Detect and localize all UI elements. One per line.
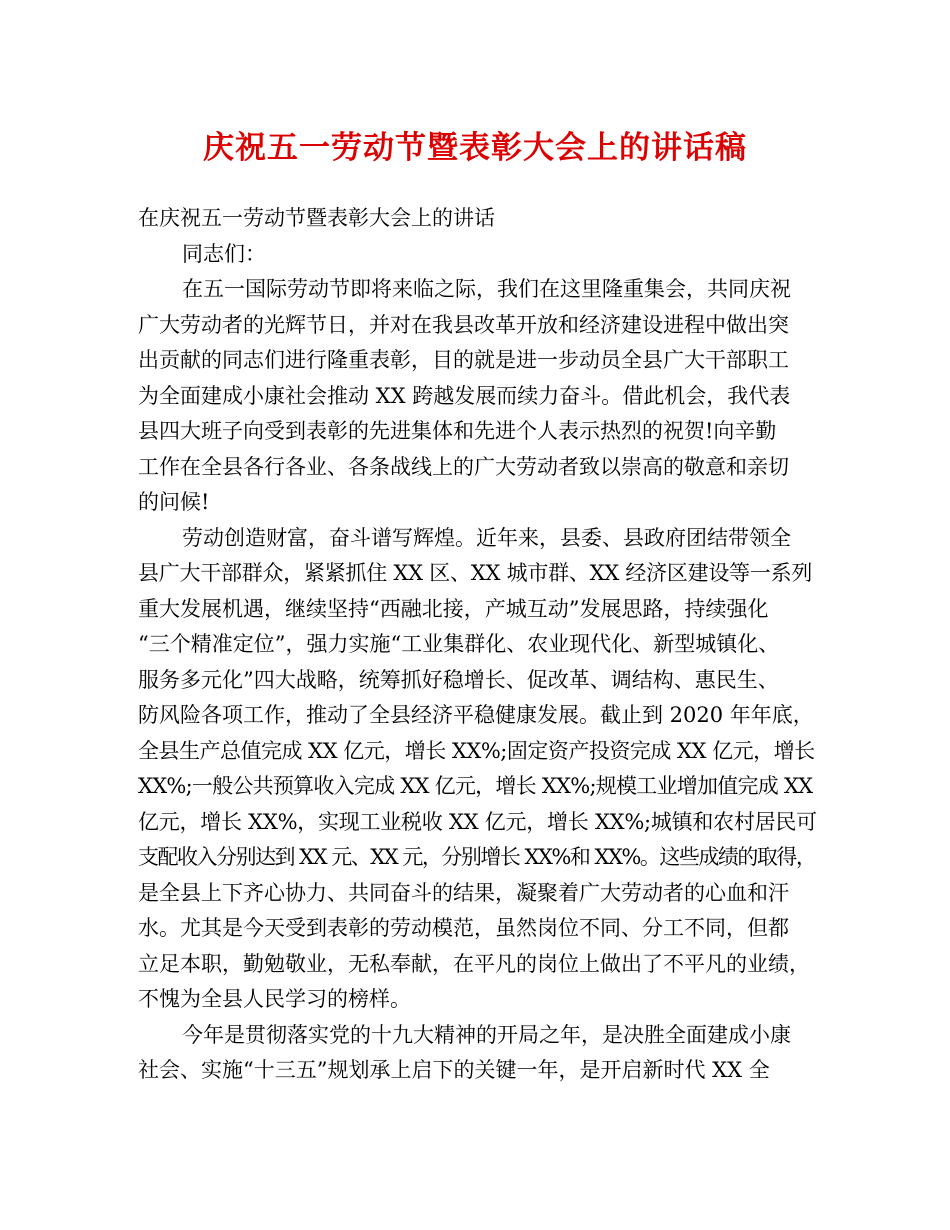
body-line: 县四大班子向受到表彰的先进集体和先进个人表示热烈的祝贺!向辛勤 xyxy=(138,419,777,443)
body-line: 全县生产总值完成 XX 亿元，增长 XX%;固定资产投资完成 XX 亿元，增长 xyxy=(138,738,815,763)
body-line: 水。尤其是今天受到表彰的劳动模范，虽然岗位不同、分工不同，但都 xyxy=(138,916,789,940)
document-title: 庆祝五一劳动节暨表彰大会上的讲话稿 xyxy=(203,130,747,166)
body-line: 是全县上下齐心协力、共同奋斗的结果，凝聚着广大劳动者的心血和汗 xyxy=(138,880,789,905)
body-line: 服务多元化”四大战略，统筹抓好稳增长、促改革、调结构、惠民生、 xyxy=(138,667,779,692)
body-line: 的问候! xyxy=(138,490,210,514)
body-line: 在庆祝五一劳动节暨表彰大会上的讲话 xyxy=(138,206,495,230)
body-line: 重大发展机遇，继续坚持“西融北接，产城互动”发展思路，持续强化 xyxy=(138,596,769,621)
document-body xyxy=(138,201,818,1089)
body-line: 亿元，增长 XX%，实现工业税收 XX 亿元，增长 XX%;城镇和农村居民可 xyxy=(138,809,817,834)
body-line: 劳动创造财富，奋斗谱写辉煌。近年来，县委、县政府团结带领全 xyxy=(182,525,791,550)
body-line: “三个精准定位”，强力实施“工业集群化、农业现代化、新型城镇化、 xyxy=(138,632,780,656)
body-line: 出贡献的同志们进行隆重表彰，目的就是进一步动员全县广大干部职工 xyxy=(138,348,789,372)
body-line: 工作在全县各行各业、各条战线上的广大劳动者致以崇高的敬意和亲切 xyxy=(138,454,789,479)
body-line: 支配收入分别达到 XX 元、XX 元，分别增长 XX%和 XX%。这些成绩的取得， xyxy=(138,845,816,869)
body-line: 在五一国际劳动节即将来临之际，我们在这里隆重集会，共同庆祝 xyxy=(182,277,791,301)
body-line: 不愧为全县人民学习的榜样。 xyxy=(138,987,411,1011)
body-line: 县广大干部群众，紧紧抓住 XX 区、XX 城市群、XX 经济区建设等一系列 xyxy=(138,561,813,585)
body-line: 防风险各项工作，推动了全县经济平稳健康发展。截止到 2020 年年底， xyxy=(138,703,814,727)
body-line: XX%;一般公共预算收入完成 XX 亿元，增长 XX%;规模工业增加值完成 XX xyxy=(138,774,813,798)
body-line: 立足本职，勤勉敬业，无私奉献，在平凡的岗位上做出了不平凡的业绩， xyxy=(138,951,810,976)
body-line: 同志们： xyxy=(182,241,266,266)
body-line: 为全面建成小康社会推动 XX 跨越发展而续力奋斗。借此机会，我代表 xyxy=(138,383,791,408)
body-line: 今年是贯彻落实党的十九大精神的开局之年，是决胜全面建成小康 xyxy=(182,1022,791,1047)
body-line: 广大劳动者的光辉节日，并对在我县改革开放和经济建设进程中做出突 xyxy=(138,312,789,337)
body-line: 社会、实施“十三五”规划承上启下的关键一年，是开启新时代 XX 全 xyxy=(138,1058,770,1082)
